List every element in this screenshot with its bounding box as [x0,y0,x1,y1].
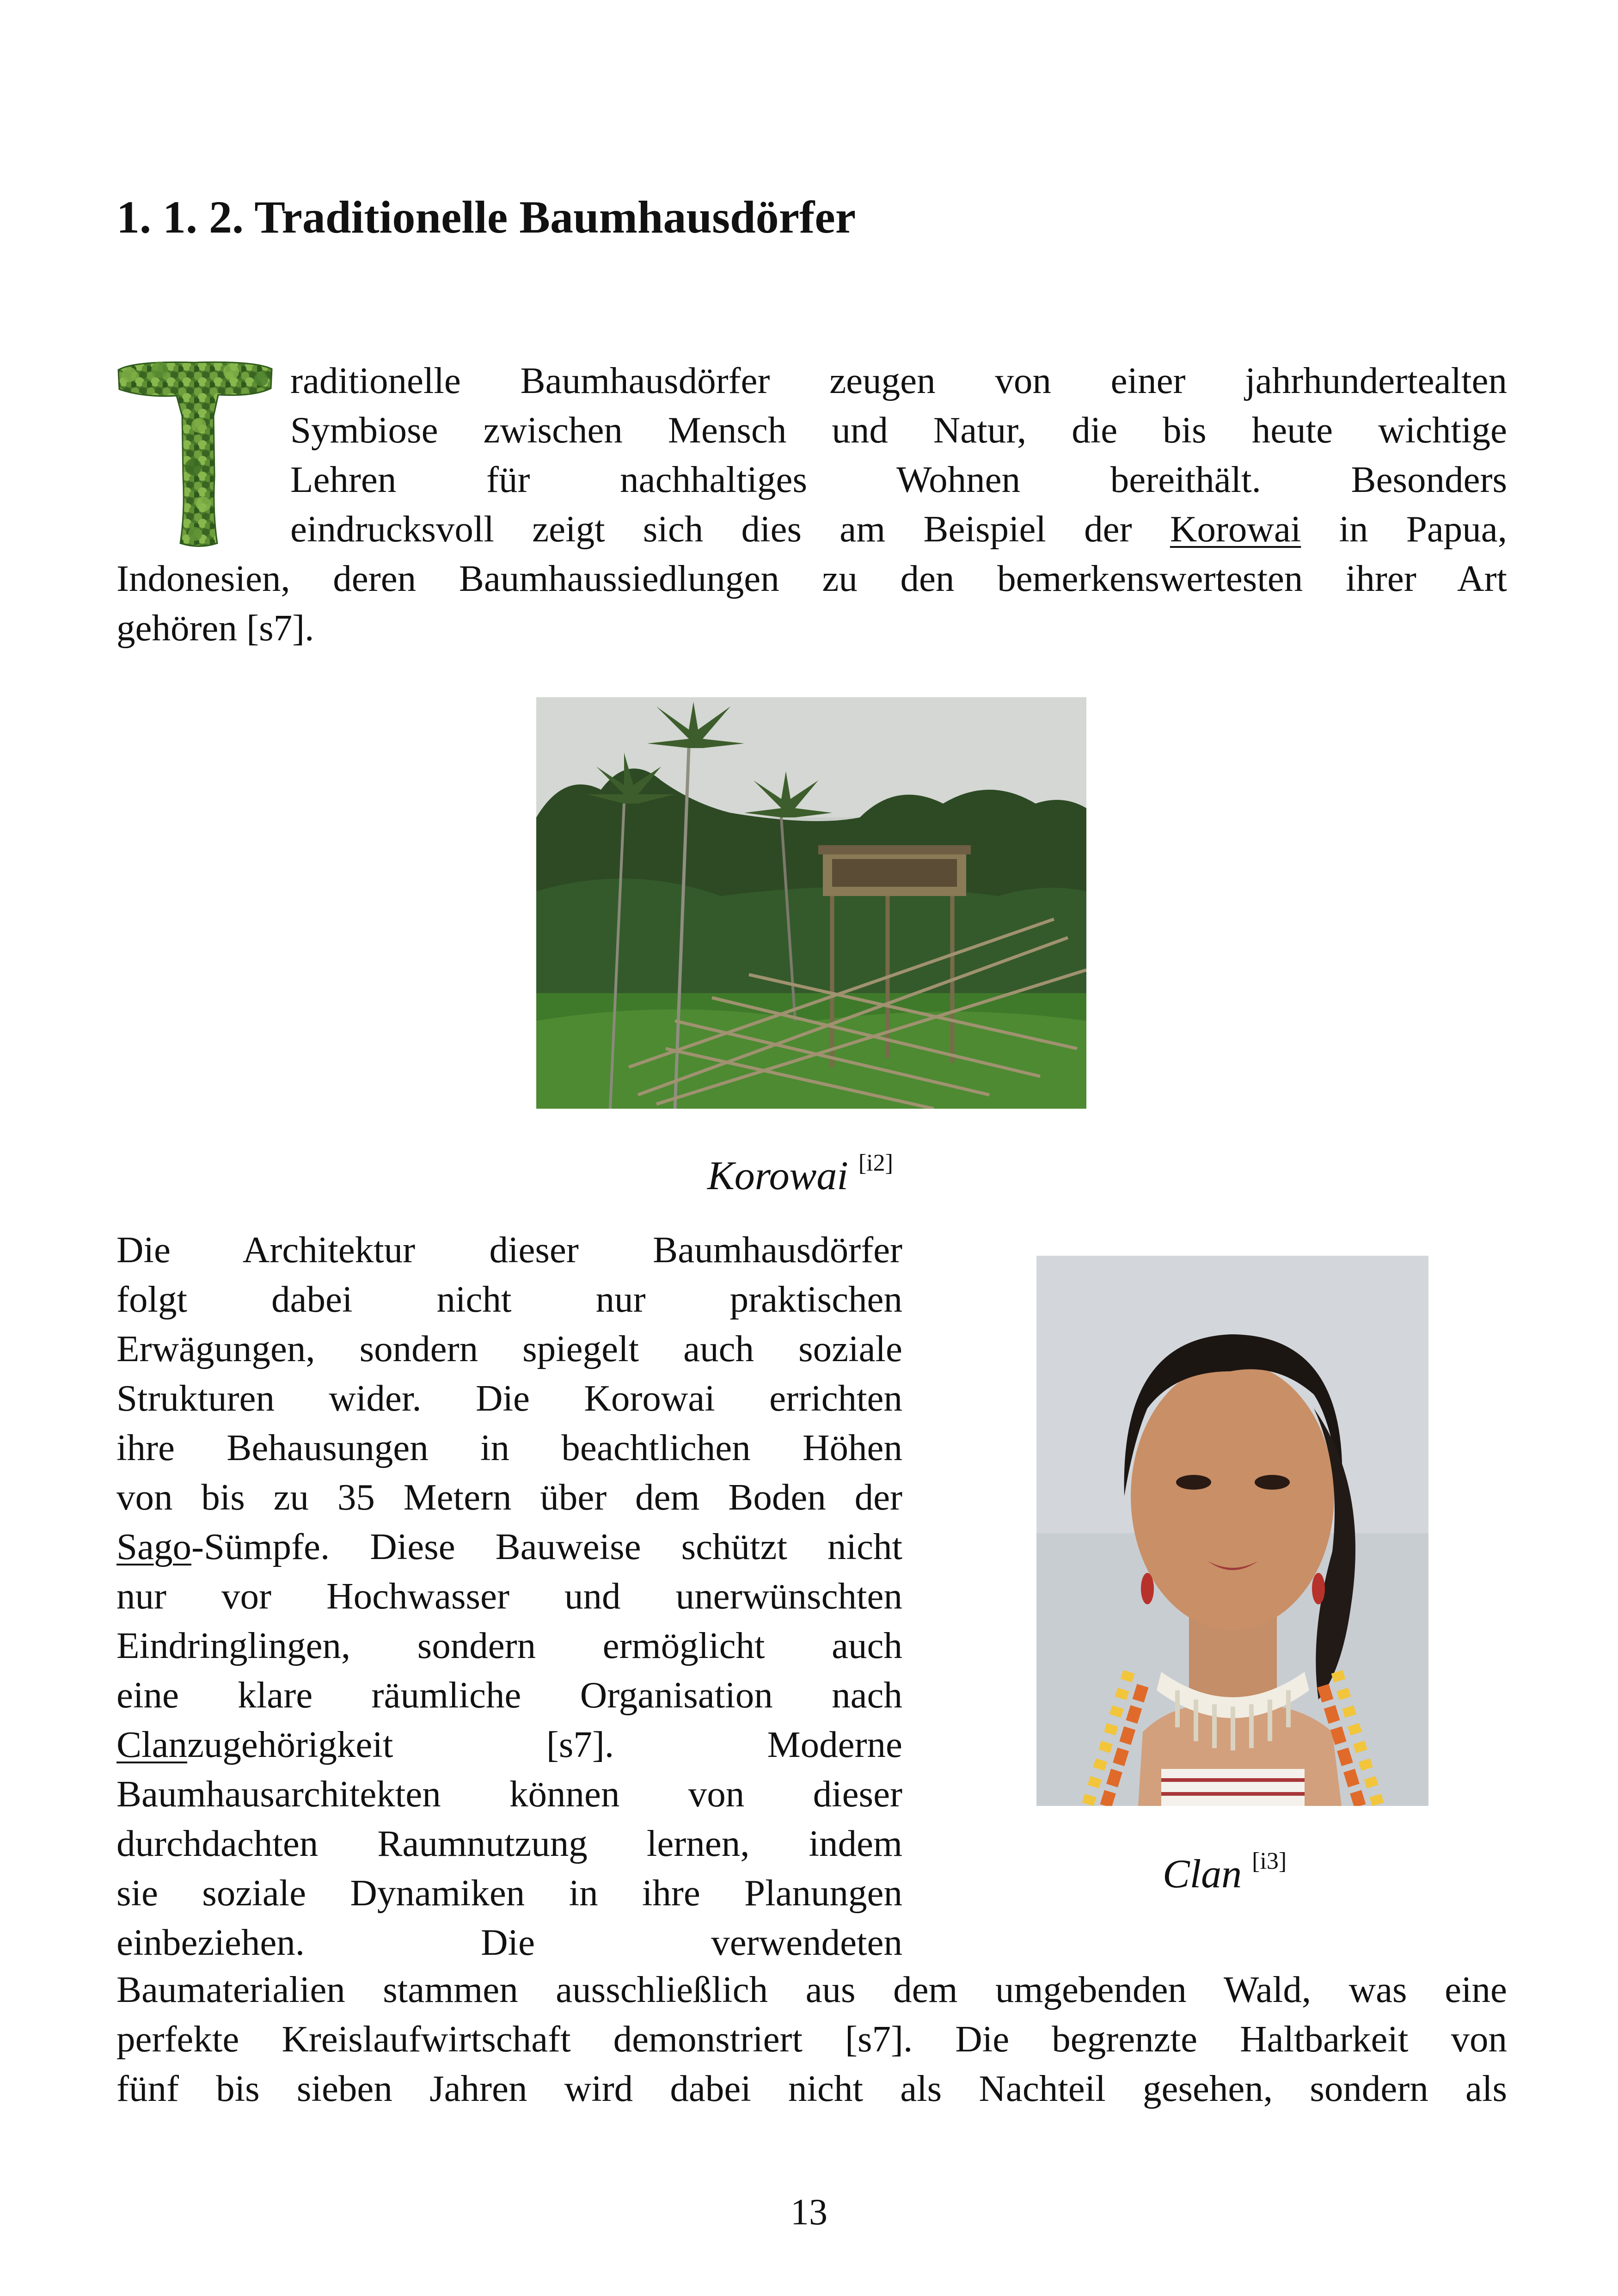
text-line: Symbiose zwischen Mensch und Natur, die bis heute wichtige [290,409,1507,451]
text-line: Die Architektur dieser Baumhausdörfer [116,1229,902,1271]
text-line: Eindringlingen, sondern ermöglicht auch [116,1625,902,1666]
page-number: 13 [791,2192,827,2233]
intro-paragraph-top [290,356,1507,554]
korowai-link[interactable]: Korowai [1170,508,1301,550]
caption-text: Clan [1163,1852,1242,1897]
clan-caption [1163,1848,1287,1897]
text-line: fünf bis sieben Jahren wird dabei nicht als Nachteil gesehen, sondern als [116,2068,1507,2109]
korowai-caption [707,1150,893,1198]
text-line: Indonesien, deren Baumhaussiedlungen zu den bemerkenswertesten ihrer Art [116,558,1507,599]
text-line: folgt dabei nicht nur praktischen [116,1278,902,1320]
materials-paragraph [116,1965,1507,2113]
text-line: gehören [s7]. [116,607,314,649]
text-line: eine klare räumliche Organisation nach [116,1674,902,1716]
architecture-paragraph [116,1225,902,1967]
text-line: raditionelle Baumhausdörfer zeugen von einer jahrhundertealten [290,360,1507,401]
intro-paragraph-bottom [116,554,1507,653]
foliage-dropcap-letter-t [116,356,275,550]
text-line: einbeziehen. Die verwendeten [116,1922,902,1963]
sago-link[interactable]: Sago [116,1526,191,1567]
text-line: Erwägungen, sondern spiegelt auch soziale [116,1328,902,1369]
text-line: perfekte Kreislaufwirtschaft demonstriert [s7]. Die begrenzte Haltbarkeit von [116,2018,1507,2060]
clan-woman-portrait-photo [1036,1256,1428,1806]
image-reference: [i3] [1252,1848,1287,1874]
korowai-treehouse-photo [536,697,1086,1109]
text-line: durchdachten Raumnutzung lernen, indem [116,1823,902,1864]
image-reference: [i2] [858,1150,893,1176]
text-line: eindrucksvoll zeigt sich dies am Beispiel der Korowai in Papua, [290,508,1507,550]
clan-link[interactable]: Clan [116,1724,187,1765]
section-heading: 1. 1. 2. Traditionelle Baumhausdörfer [116,191,856,243]
text-line: von bis zu 35 Metern über dem Boden der [116,1476,902,1518]
text-line: Clanzugehörigkeit [s7]. Moderne [116,1724,902,1765]
text-line: nur vor Hochwasser und unerwünschten [116,1575,902,1617]
text-line: Baumhausarchitekten können von dieser [116,1773,902,1815]
text-line: ihre Behausungen in beachtlichen Höhen [116,1427,902,1468]
text-line: Lehren für nachhaltiges Wohnen bereithält. Besonders [290,459,1507,500]
text-line: Sago-Sümpfe. Diese Bauweise schützt nicht [116,1526,902,1567]
caption-text: Korowai [707,1154,848,1198]
text-line: Baumaterialien stammen ausschließlich aus dem umgebenden Wald, was eine [116,1969,1507,2010]
text-line: Strukturen wider. Die Korowai errichten [116,1377,902,1419]
text-line: sie soziale Dynamiken in ihre Planungen [116,1872,902,1914]
